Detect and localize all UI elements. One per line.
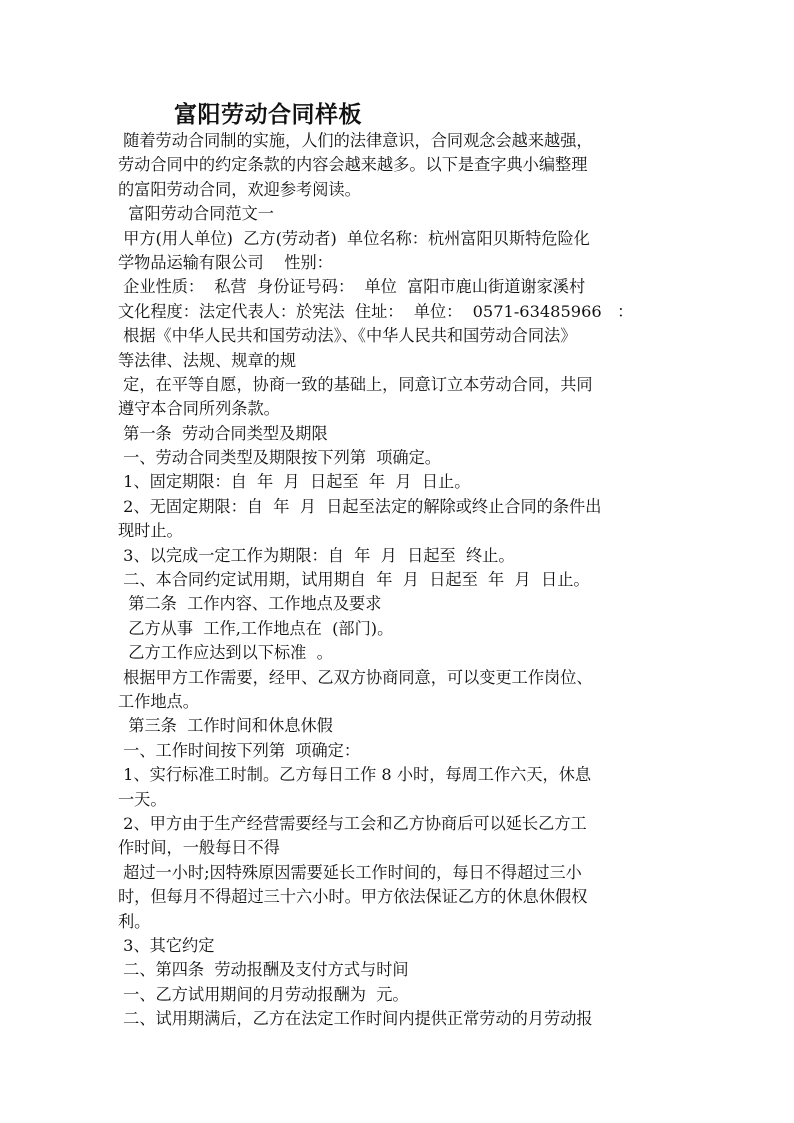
body-line: 第二条 工作内容、工作地点及要求 bbox=[118, 594, 382, 614]
body-line: 乙方工作应达到以下标准 。 bbox=[118, 643, 333, 663]
body-line: 等法律、法规、规章的规 bbox=[118, 350, 297, 370]
body-line: 企业性质： 私营 身份证号码： 单位 富阳市鹿山街道谢家溪村 bbox=[118, 277, 586, 297]
body-line: 超过一小时;因特殊原因需要延长工作时间的，每日不得超过三小 bbox=[118, 862, 582, 882]
body-line: 2、无固定期限：自 年 月 日起至法定的解除或终止合同的条件出 bbox=[118, 496, 602, 516]
body-line: 定，在平等自愿，协商一致的基础上，同意订立本劳动合同，共同 bbox=[118, 374, 593, 394]
body-line: 富阳劳动合同范文一 bbox=[118, 204, 274, 224]
body-line: 1、固定期限：自 年 月 日起至 年 月 日止。 bbox=[118, 472, 471, 492]
body-line: 遵守本合同所列条款。 bbox=[118, 399, 280, 419]
body-line: 一、劳动合同类型及期限按下列第 项确定。 bbox=[118, 448, 441, 468]
body-line: 1、实行标准工时制。乙方每日工作 8 小时，每周工作六天，休息 bbox=[118, 765, 592, 785]
body-line: 作时间，一般每日不得 bbox=[118, 838, 280, 858]
body-line: 一天。 bbox=[118, 789, 167, 809]
body-line: 根据甲方工作需要，经甲、乙双方协商同意，可以变更工作岗位、 bbox=[118, 667, 593, 687]
body-line: 一、乙方试用期间的月劳动报酬为 元。 bbox=[118, 984, 409, 1004]
body-line: 第一条 劳动合同类型及期限 bbox=[118, 423, 328, 443]
body-line: 劳动合同中的约定条款的内容会越来越多。以下是查字典小编整理 bbox=[118, 155, 588, 175]
body-line: 乙方从事 工作,工作地点在 (部门)。 bbox=[118, 618, 394, 638]
body-line: 学物品运输有限公司 性别： bbox=[118, 252, 333, 272]
body-line: 一、工作时间按下列第 项确定： bbox=[118, 740, 361, 760]
body-line: 二、第四条 劳动报酬及支付方式与时间 bbox=[118, 960, 409, 980]
body-line: 工作地点。 bbox=[118, 691, 199, 711]
body-line: 文化程度：法定代表人：於宪法 住址： 单位： 0571-63485966 ： bbox=[118, 301, 634, 321]
document-title: 富阳劳动合同样板 bbox=[174, 101, 362, 128]
body-line: 的富阳劳动合同，欢迎参考阅读。 bbox=[118, 179, 361, 199]
document-body bbox=[118, 129, 684, 1031]
body-line: 二、本合同约定试用期，试用期自 年 月 日起至 年 月 日止。 bbox=[118, 570, 590, 590]
body-line: 利。 bbox=[118, 911, 151, 931]
body-line: 二、试用期满后，乙方在法定工作时间内提供正常劳动的月劳动报 bbox=[118, 1009, 593, 1029]
body-line: 随着劳动合同制的实施，人们的法律意识，合同观念会越来越强， bbox=[118, 131, 593, 150]
body-line: 第三条 工作时间和休息休假 bbox=[118, 716, 333, 736]
body-line: 3、以完成一定工作为期限：自 年 月 日起至 终止。 bbox=[118, 545, 515, 565]
body-line: 时，但每月不得超过三十六小时。甲方依法保证乙方的休息休假权 bbox=[118, 887, 588, 907]
body-line: 甲方(用人单位) 乙方(劳动者) 单位名称：杭州富阳贝斯特危险化 bbox=[118, 228, 590, 248]
body-line: 2、甲方由于生产经营需要经与工会和乙方协商后可以延长乙方工 bbox=[118, 813, 587, 833]
body-line: 根据《中华人民共和国劳动法》、《中华人民共和国劳动合同法》 bbox=[118, 326, 577, 346]
body-line: 3、其它约定 bbox=[118, 935, 215, 955]
body-line: 现时止。 bbox=[118, 521, 183, 541]
